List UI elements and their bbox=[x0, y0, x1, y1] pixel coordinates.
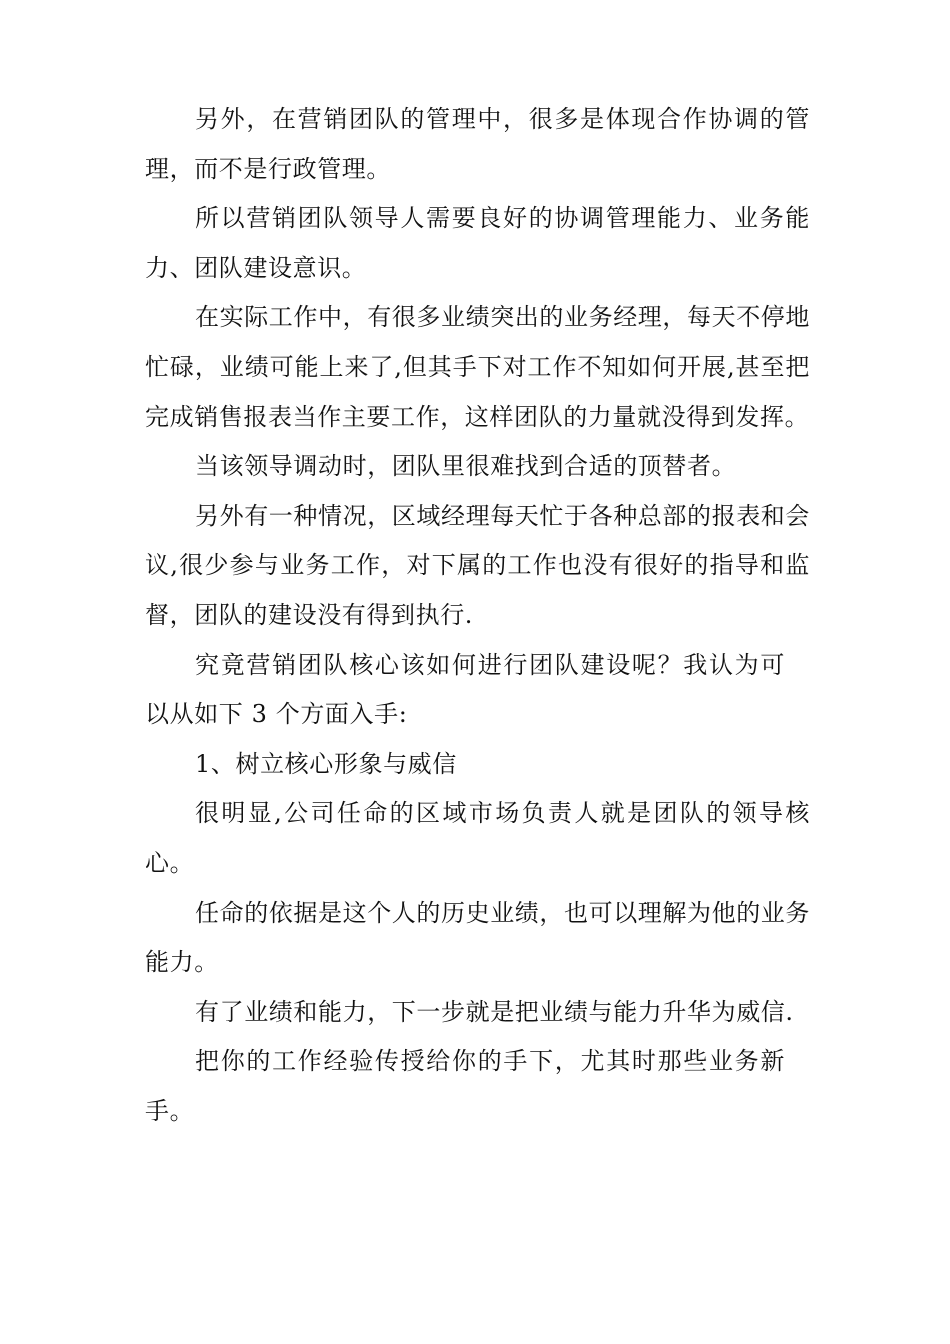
paragraph: 把你的工作经验传授给你的手下，尤其时那些业务新手。 bbox=[145, 1047, 785, 1125]
paragraph: 另外有一种情况，区域经理每天忙于各种总部的报表和会议,很少参与业务工作，对下属的工作也没有很好的指导和监督，团队的建设没有得到执行. bbox=[145, 501, 810, 629]
document-body bbox=[145, 95, 810, 1136]
paragraph: 有了业绩和能力，下一步就是把业绩与能力升华为威信. bbox=[195, 997, 794, 1026]
paragraph: 当该领导调动时，团队里很难找到合适的顶替者。 bbox=[195, 452, 737, 481]
paragraph: 在实际工作中，有很多业绩突出的业务经理，每天不停地忙碌，业绩可能上来了,但其手下对工作不知如何开展,甚至把完成销售报表当作主要工作，这样团队的力量就没得到发挥。 bbox=[145, 303, 810, 431]
paragraph: 很明显,公司任命的区域市场负责人就是团队的领导核心。 bbox=[145, 799, 810, 877]
paragraph: 任命的依据是这个人的历史业绩，也可以理解为他的业务能力。 bbox=[145, 898, 810, 977]
paragraph: 究竟营销团队核心该如何进行团队建设呢？我认为可以从如下 3 个方面入手: bbox=[145, 650, 785, 729]
paragraph: 另外，在营销团队的管理中，很多是体现合作协调的管理，而不是行政管理。 bbox=[145, 105, 810, 183]
section-heading: 1、树立核心形象与威信 bbox=[195, 749, 457, 778]
paragraph: 所以营销团队领导人需要良好的协调管理能力、业务能力、团队建设意识。 bbox=[145, 204, 810, 282]
